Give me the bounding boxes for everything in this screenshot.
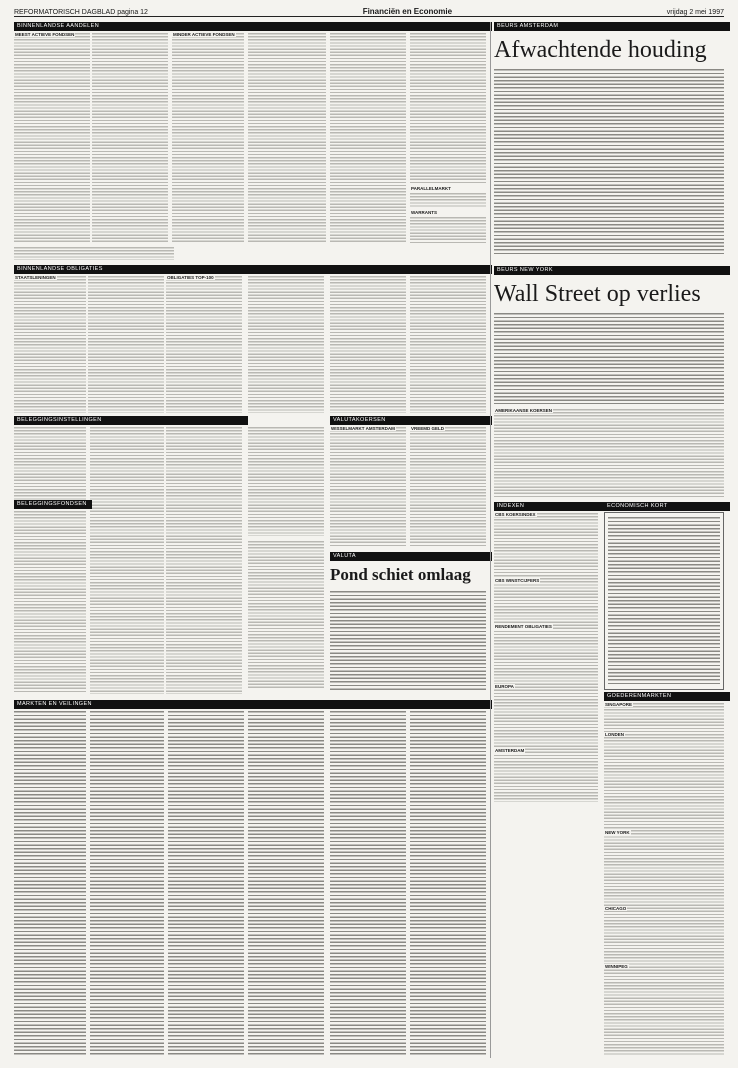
markten-col5 xyxy=(330,710,406,1056)
table-beleggingsinstellingen-col2 xyxy=(90,426,164,694)
table-obligaties-col4 xyxy=(248,275,324,413)
table-obligaties-col6 xyxy=(410,275,486,413)
subheading-minder-actieve: MINDER ACTIEVE FONDSEN xyxy=(173,32,235,37)
paper-name: REFORMATORISCH DAGBLAD pagina 12 xyxy=(14,9,148,16)
subheading-wisselmarkt: WISSELMARKT AMSTERDAM xyxy=(331,426,395,431)
section-indexen: INDEXEN xyxy=(494,502,604,511)
section-valuta: VALUTA xyxy=(330,552,492,561)
subheading-cbs-winstcijfers: CBS WINSTCIJFERS xyxy=(495,578,540,583)
page-header xyxy=(14,6,724,17)
page-title: Financiën en Economie xyxy=(362,7,453,16)
headline-pond: Pond schiet omlaag xyxy=(330,565,471,584)
subheading-amerikaanse-koersen: AMERIKAANSE KOERSEN xyxy=(495,408,553,413)
section-goederenmarkten: GOEDERENMARKTEN xyxy=(604,692,730,701)
table-obligaties-top100 xyxy=(166,275,242,413)
table-indexen xyxy=(494,512,598,802)
table-minder-actieve xyxy=(172,32,244,244)
table-goederenmarkten xyxy=(604,702,724,1056)
table-aandelen-col6 xyxy=(410,32,486,244)
table-staatsleningen xyxy=(14,275,86,413)
markten-col3 xyxy=(168,710,244,1056)
article-amsterdam-body xyxy=(494,68,724,254)
subheading-europa: EUROPA xyxy=(495,684,514,689)
table-obligaties-col5 xyxy=(330,275,406,413)
section-markten-veilingen: MARKTEN EN VEILINGEN xyxy=(14,700,492,709)
section-economisch-kort: ECONOMISCH KORT xyxy=(604,502,730,511)
table-beleggingsinstellingen-col3 xyxy=(166,426,242,694)
subheading-new-york: NEW YORK xyxy=(605,830,630,835)
headline-wall-street: Wall Street op verlies xyxy=(494,281,701,307)
subheading-vreemd-geld: VREEMD GELD xyxy=(411,426,445,431)
subheading-amsterdam: AMSTERDAM xyxy=(495,748,525,753)
table-amerikaanse-koersen xyxy=(494,408,724,498)
subheading-winnipeg: WINNIPEG xyxy=(605,964,628,969)
section-binnenlandse-obligaties: BINNENLANDSE OBLIGATIES xyxy=(14,265,492,274)
table-aandelen-col4 xyxy=(248,32,326,244)
economisch-kort-box xyxy=(604,512,724,690)
column-divider xyxy=(490,22,491,1058)
section-beurs-new-york: BEURS NEW YORK xyxy=(494,266,730,275)
table-meest-actieve xyxy=(14,32,90,244)
table-vreemd-geld xyxy=(410,426,486,546)
issue-date: vrijdag 2 mei 1997 xyxy=(666,9,724,16)
article-valuta-body xyxy=(330,590,486,692)
section-beurs-amsterdam: BEURS AMSTERDAM xyxy=(494,22,730,31)
footnote-aandelen xyxy=(14,246,174,260)
subheading-londen: LONDEN xyxy=(605,732,624,737)
section-valutakoersen: VALUTAKOERSEN xyxy=(330,416,492,425)
subheading-obligaties-top100: OBLIGATIES TOP-100 xyxy=(167,275,214,280)
table-beleggingsinstellingen-col4 xyxy=(248,426,324,536)
markten-col2 xyxy=(90,710,164,1056)
subheading-warrants: WARRANTS xyxy=(411,210,437,215)
table-rentetarieven-extra xyxy=(248,540,324,690)
subheading-parallelmarkt: PARALLELMARKT xyxy=(411,186,451,191)
subheading-chicago: CHICAGO xyxy=(605,906,627,911)
table-beleggingsfondsen xyxy=(14,510,86,694)
table-meest-actieve-2 xyxy=(92,32,168,244)
table-aandelen-col5 xyxy=(330,32,406,244)
markten-col4 xyxy=(248,710,324,1056)
subheading-meest-actieve: MEEST ACTIEVE FONDSEN xyxy=(15,32,75,37)
headline-afwachtende-houding: Afwachtende houding xyxy=(494,37,707,63)
table-obligaties-col2 xyxy=(88,275,164,413)
section-binnenlandse-aandelen: BINNENLANDSE AANDELEN xyxy=(14,22,492,31)
article-newyork-body xyxy=(494,312,724,404)
subheading-staatsleningen: STAATSLENINGEN xyxy=(15,275,56,280)
subheading-singapore: SINGAPORE xyxy=(605,702,633,707)
subheading-rendement: RENDEMENT OBLIGATIES xyxy=(495,624,552,629)
markten-col6 xyxy=(410,710,486,1056)
table-wisselmarkt xyxy=(330,426,406,546)
markten-col1 xyxy=(14,710,86,1056)
subheading-cbs-koersindex: CBS KOERSINDEX xyxy=(495,512,536,517)
section-beleggingsinstellingen: BELEGGINGSINSTELLINGEN xyxy=(14,416,248,425)
section-beleggingsfondsen: BELEGGINGSFONDSEN xyxy=(14,500,92,509)
